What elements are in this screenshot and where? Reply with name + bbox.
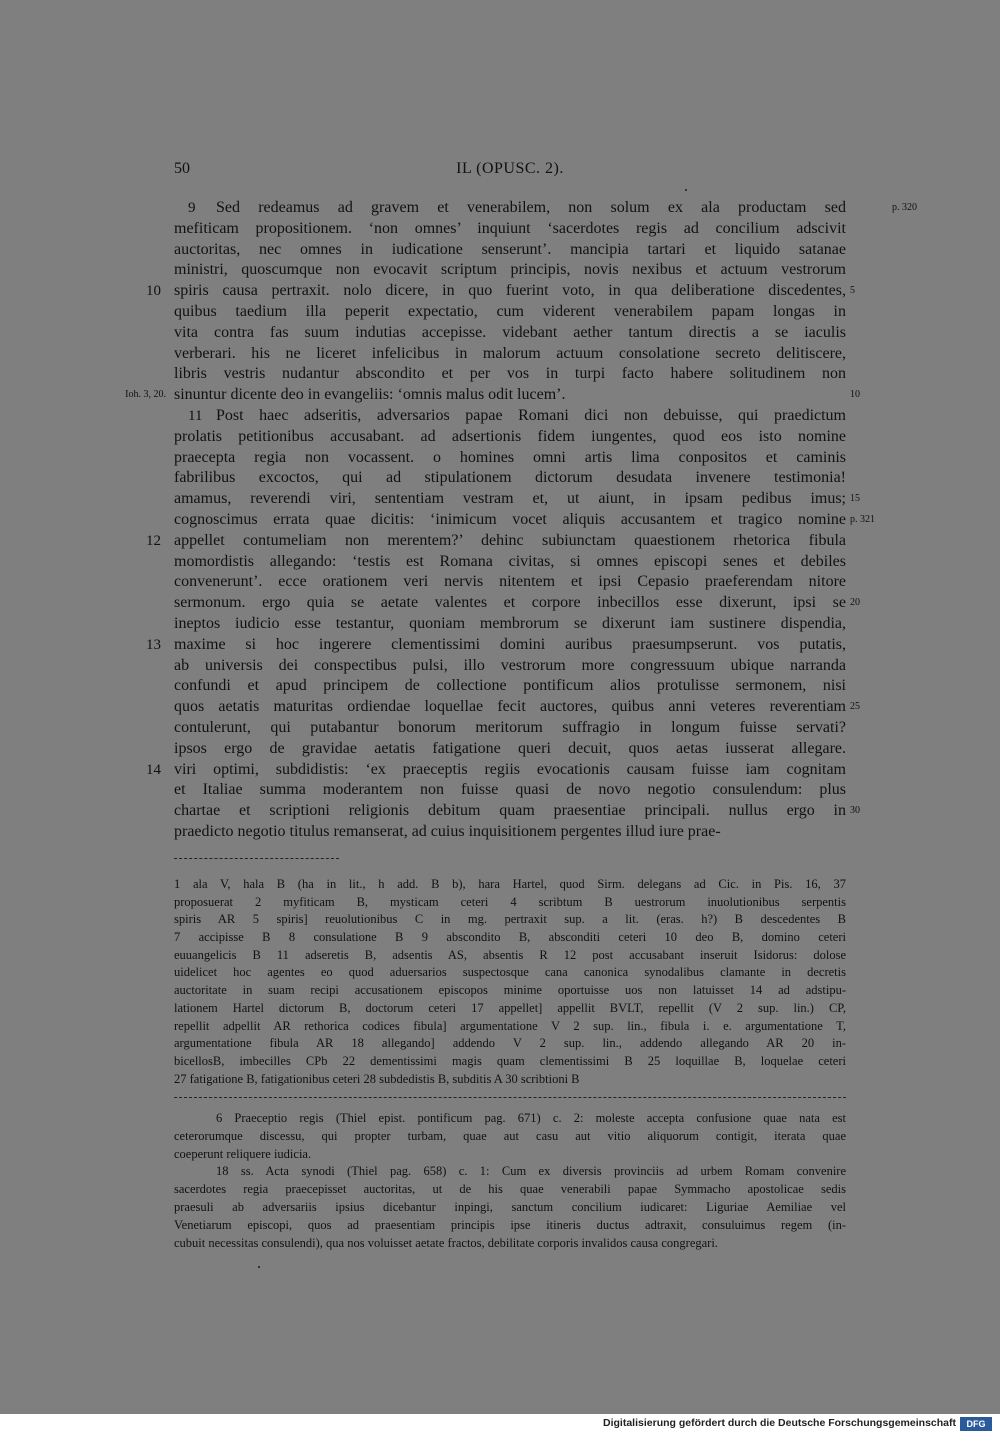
line-text: momordistis allegando: ‘testis est Romana civitas, si omnes episcopi senes et debiles [174,552,846,570]
line-text: ipsos ergo de gravidae aetatis fatigatione queri decuit, quos aetas iusserat allegare. [174,739,846,757]
line-text: auctoritas, nec omnes in iudicatione senserunt’. mancipia tartari et liquido satanae [174,240,846,258]
digitization-footer [0,1414,1000,1434]
line-text: amamus, reverendi viri, sententiam vestram et, ut aiunt, in ipsam pedibus imus; [174,490,846,508]
margin-reference: 15 [850,493,860,505]
apparatus-line: spiris AR 5 spiris] reuolutionibus C in mg. pertraxit sup. a lit. (eras. h?) B descedentes B [174,912,846,927]
text-line [174,468,846,489]
margin-reference: 25 [850,701,860,713]
text-line [174,510,875,531]
text-line [146,281,855,302]
text-line [146,635,846,656]
text-line [174,614,846,635]
text-line [174,593,860,614]
line-text: contulerunt, qui putabantur bonorum meritorum suffragio in longum fuisse servati? [174,718,846,736]
line-text: prolatis petitionibus accusabant. ad adsertionis fidem iungentes, quod eos isto nomine [174,427,846,445]
line-text: praecepta regia non vocassent. o homines omni artis lima conpositos et caminis [174,448,846,466]
separator-dashes [174,858,339,860]
line-text: quos aetatis maturitas ordiendae loquellae fecit auctores, quibus anni veteres reverentiam [174,698,846,716]
source-line: cubuit necessitas consulendi), qua nos voluisset aetate fractos, debilitate corporis invalidos causa congregari. [174,1235,718,1250]
section-number: 9 [188,200,196,216]
text-line [174,718,846,739]
bible-reference: Ioh. 3, 20. [125,389,166,401]
footer-credit: Digitalisierung gefördert durch die Deutsche Forschungsgemeinschaft [603,1417,956,1429]
line-text: mefiticam propositionem. ‘non omnes’ inquiunt ‘sacerdotes regis ad concilium adscivit [174,219,846,237]
text-line [174,323,846,344]
apparatus-line: euuangelicis B 11 adseretis B, adsentis AS, absentis R 12 post accusabant inseruit Isidorus: dolose [174,947,846,962]
apparatus-line: 1 ala V, hala B (ha in lit., h add. B b), hara Hartel, quod Sirm. delegans ad Cic. in Pis. 16, 37 [174,877,846,891]
text-line [174,489,860,510]
text-line [174,260,846,281]
text-line [174,801,860,822]
line-text: ministri, quoscumque non evocavit scriptum principis, novis nexibus et actuum vestrorum [174,261,846,279]
text-line [174,780,846,801]
margin-reference: 10 [850,389,860,401]
text-line [174,198,917,219]
text-line [174,739,846,760]
section-number: 11 [188,407,203,424]
critical-apparatus [174,876,846,1088]
apparatus-line: bicellosB, imbecilles CPb 22 dementissimi magis quam clementissimi B 25 loquillae B, loquelae ceteri [174,1053,846,1068]
line-text: convenerunt’. ecce orationem veri nervis nitentem et ipsi Cepasio praeferendam nitore [174,573,846,591]
line-text: ineptos iudicio esse testantur, quoniam membrorum se dixerunt iam sustinere dispendia, [174,614,846,632]
line-text: Sed redeamus ad gravem et venerabilem, non solum ex ala productam sed [216,199,846,216]
margin-reference: 30 [850,805,860,817]
line-text: chartae et scriptioni religionis debitum quam praesentiae principali. nullus ergo in [174,802,846,820]
line-text: fabrilibus excoctos, qui ad stipulationem dictorum desudata invenere testimonia! [174,469,846,487]
page-header [174,160,846,184]
line-text: maxime si hoc ingerere clementissimi domini auribus praesumpserunt. vos putatis, [174,635,846,653]
text-line [125,385,860,406]
apparatus-line: repellit adpellit AR rethorica codices fibula] argumentatione V 2 sup. lin., fibula i. e. argumentatione T, [174,1018,846,1033]
section-number: 12 [146,532,161,549]
apparatus-line: uidelicet hoc agentes eo quod aduersarios suspectosque cana canonica synodalibus clamante in decretis [174,965,846,980]
margin-reference: p. 320 [892,202,917,213]
text-line [174,427,846,448]
line-text: Post haec adseritis, adversarios papae Romani dici non debuisse, qui praedictum [216,406,846,424]
line-text: praedicto negotio titulus remanserat, ad cuius inquisitionem pergentes illud iure prae- [174,822,721,840]
source-notes [174,1110,846,1252]
margin-reference: 20 [850,597,860,609]
source-line: 18 ss. Acta synodi (Thiel pag. 658) c. 1: Cum ex diversis provinciis ad urbem Romam convenire [216,1164,846,1179]
text-line [174,302,846,323]
text-line [174,240,846,261]
text-line [174,344,846,365]
source-line: coeperunt reliquere iudicia. [174,1146,312,1161]
line-text: appellet contumeliam non merentem?’ dehinc subiunctam quaestionem rhetorica fibula [174,531,846,549]
apparatus-line: argumentatione fibula AR 18 allegando] addendo V 2 sup. lin., addendo allegando AR 20 in- [174,1036,846,1051]
source-line: praesuli ab adversariis ipsius dicebantur inpingi, sanctum concilium iudicaret: Liguriae Aemiliae vel [174,1199,846,1214]
apparatus-line: lationem Hartel dictorum B, doctorum ceteri 17 appellet] appellit BVLT, repellit (V 2 sup. lin.) CP, [174,1000,846,1015]
text-line [146,760,846,781]
section-number: 13 [146,636,161,653]
apparatus-line: proposuerat 2 myfiticam B, mysticam ceteri 4 scribtum B uestrorum inuolutionibus serpentis [174,894,846,909]
text-line [174,822,846,843]
text-line [174,406,846,427]
main-text [125,198,917,843]
line-text: cognoscimus errata quae dicitis: ‘inimicum vocet aliquis accusantem et tragico nomine [174,510,846,528]
line-text: quibus taedium illa peperit expectatio, cum viderent venerabilem papam longas in [174,302,846,320]
line-text: confundi et apud principem de collectione pontificum alios protulisse sermonem, nisi [174,677,846,695]
line-text: verberari. his ne liceret infelicibus in malorum actuum consolatione secreto delitiscere, [174,344,846,362]
running-title: IL (OPUSC. 2). [456,160,564,177]
section-number: 10 [146,283,161,300]
apparatus-line: auctoritate in suam recipi accusationem episcopos minime oportuisse uos non latuisset 14 ad adstipu- [174,983,846,998]
line-text: sinuntur dicente deo in evangeliis: ‘omnis malus odit lucem’. [174,386,566,404]
scan-speck [258,1266,260,1268]
page-number: 50 [174,160,190,177]
scan-speck [685,189,687,191]
source-line: Venetiarum episcopi, quos ad praesentiam principis ipse itineris ductus adtraxit, consuluimus regem (in- [174,1217,846,1232]
line-text: spiris causa pertraxit. nolo dicere, in quo fuerint voto, in qua deliberatione discedentes, [174,282,846,300]
separator-rule [174,1097,846,1099]
source-line: ceterorumque discessu, qui propter turbam, quae aut casu aut vitio aliquorum contigit, iterata quae [174,1128,846,1143]
margin-reference: p. 321 [850,513,875,525]
line-text: sermonum. ergo quia se aetate valentes et corpore inbecillos esse dixerunt, ipsi se [174,594,846,612]
line-text: ab universis dei conspectibus pulsi, illo vestrorum more congressuum ubique narranda [174,656,846,674]
line-text: vita contra fas suum indutias accepisse. videbant aether tantum directis a se iaculis [174,323,846,341]
text-line [174,572,846,593]
text-line [174,448,846,469]
source-line: 6 Praeceptio regis (Thiel epist. pontificum pag. 671) c. 2: moleste accepta confusione quae nata est [216,1111,846,1125]
line-text: et Italiae summa moderantem non fuisse quasi de novo negotio consulendum: plus [174,781,846,799]
dfg-logo: DFG [960,1417,992,1431]
text-line [174,552,846,573]
text-line [174,656,846,677]
text-line [146,531,846,552]
text-line [174,364,846,385]
line-text: libris vestris nudantur abscondito et per vos in turpi facto habere solitudinem non [174,365,846,383]
margin-reference: 5 [850,285,855,297]
line-text: viri optimi, subdidistis: ‘ex praeceptis regiis evocationis causam fuisse iam cognitam [174,760,846,778]
apparatus-line: 27 fatigatione B, fatigationibus ceteri 28 subdedistis B, subditis A 30 scribtioni B [174,1071,580,1086]
source-line: sacerdotes regia praecepisset auctoritas, ut de his quae venerabili papae Symmacho apostolicae sedis [174,1182,846,1197]
text-line [174,697,860,718]
section-number: 14 [146,761,161,778]
apparatus-line: 7 accipisse B 8 consulatione B 9 abscondito B, absconditi ceteri 10 deo B, domino ceteri [174,930,846,945]
text-line [174,676,846,697]
text-line [174,219,846,240]
